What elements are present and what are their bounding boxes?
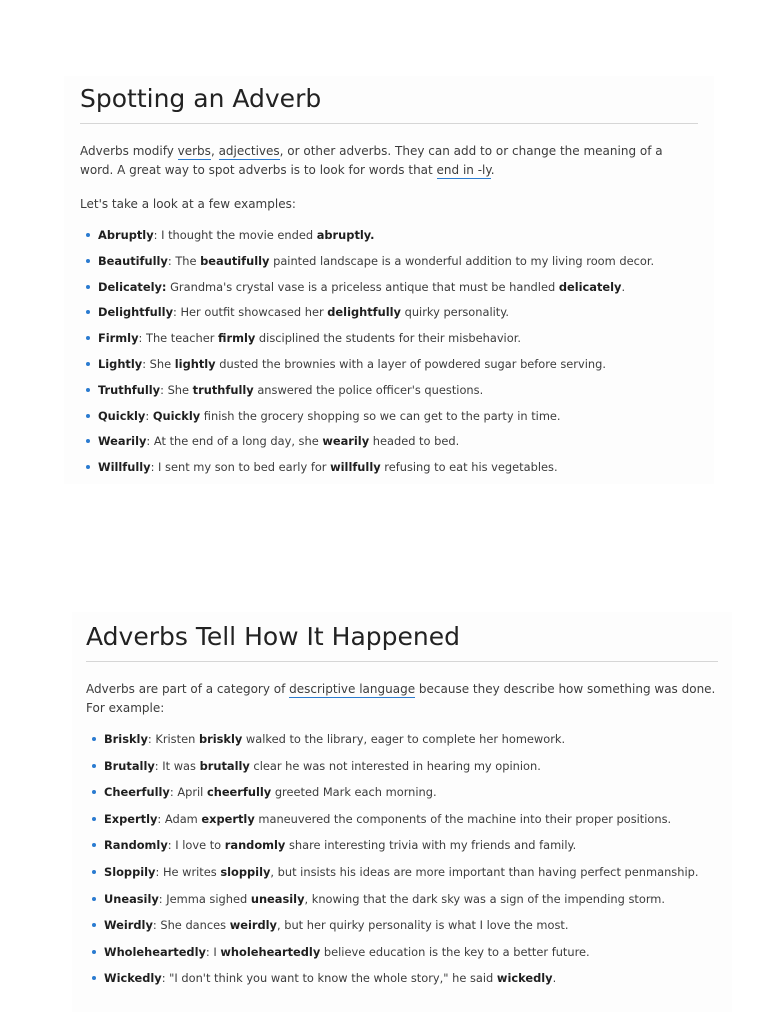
example-text: headed to bed. [369, 434, 460, 449]
intro-paragraph [80, 142, 698, 180]
example-text: . [621, 279, 626, 294]
example-text: It was [162, 758, 200, 773]
example-term: Weirdly [104, 918, 153, 933]
intro-text: because they describe how something was done. For example: [86, 682, 716, 715]
example-term: Briskly [104, 732, 148, 746]
example-item [80, 228, 698, 254]
example-adverb: brutally [199, 758, 250, 773]
example-term: Brutally [104, 758, 155, 773]
example-text: greeted Mark each morning. [271, 785, 437, 800]
example-text: , knowing that the dark sky was a sign of the impending storm. [304, 891, 666, 906]
example-text: "I don't think you want to know the whole story," he said [169, 971, 497, 986]
example-adverb: wearily [322, 434, 370, 449]
example-text: Kristen [155, 732, 199, 746]
example-adverb: Quickly [152, 408, 201, 423]
example-separator: : [157, 811, 165, 826]
bullet-icon [86, 388, 90, 392]
example-term: Wickedly [104, 971, 162, 986]
example-text: I [213, 944, 221, 959]
bullet-icon [92, 790, 96, 794]
example-adverb: delicately [558, 279, 622, 294]
example-text: She [149, 356, 175, 371]
example-separator: : [160, 382, 168, 397]
bullet-icon [86, 414, 90, 418]
bullet-icon [86, 336, 90, 340]
example-text: The [175, 253, 201, 268]
example-adverb: abruptly. [316, 228, 375, 242]
example-text: refusing to eat his vegetables. [380, 460, 558, 475]
example-separator: : [155, 864, 163, 879]
example-adverb: truthfully [192, 382, 254, 397]
example-separator: : [154, 758, 163, 773]
example-item [86, 759, 718, 786]
example-adverb: willfully [330, 460, 381, 475]
example-term: Delightfully [98, 305, 173, 320]
example-text: dusted the brownies with a layer of powdered sugar before serving. [215, 356, 606, 371]
example-term: Quickly [98, 408, 146, 423]
example-adverb: wholeheartedly [220, 944, 321, 959]
example-separator: : [153, 228, 162, 242]
example-separator: : [145, 408, 153, 423]
example-separator: : [161, 971, 170, 986]
example-item [80, 434, 698, 460]
intro-text: , [210, 144, 219, 158]
example-term: Wholeheartedly [104, 944, 206, 959]
example-text: I love to [175, 838, 225, 853]
examples-list [80, 228, 698, 486]
section-title: Adverbs Tell How It Happened [86, 622, 718, 662]
example-item [86, 838, 718, 865]
section-adverbs-tell-how [72, 612, 732, 1012]
example-term: Sloppily [104, 864, 156, 879]
example-adverb: cheerfully [206, 785, 272, 800]
example-item [86, 918, 718, 945]
example-separator: : [167, 253, 176, 268]
example-item [80, 357, 698, 383]
example-adverb: lightly [174, 356, 216, 371]
example-text: maneuvered the components of the machine into their proper positions. [254, 811, 672, 826]
example-item [80, 409, 698, 435]
verbs-link[interactable]: verbs [177, 144, 211, 158]
example-term: Beautifully [98, 253, 168, 268]
example-item [86, 971, 718, 998]
example-item [86, 892, 718, 919]
example-text: finish the grocery shopping so we can get to the party in time. [200, 408, 561, 423]
intro-text: , or other adverbs. They can add to or change the meaning of a word. A great way to spot adverbs is to look for words that [80, 144, 663, 177]
bullet-icon [92, 737, 96, 741]
bullet-icon [92, 817, 96, 821]
section-spotting-an-adverb [64, 76, 714, 484]
example-term: Wearily [98, 434, 147, 449]
example-text: share interesting trivia with my friends and family. [285, 838, 577, 853]
bullet-icon [92, 950, 96, 954]
example-item [86, 865, 718, 892]
example-separator: : [205, 944, 214, 959]
examples-list [86, 732, 718, 998]
bullet-icon [92, 843, 96, 847]
example-text: April [177, 785, 207, 800]
example-text: Jemma sighed [166, 891, 251, 906]
example-adverb: expertly [201, 811, 255, 826]
example-separator: : [173, 305, 181, 320]
example-term: Delicately: [98, 279, 167, 294]
example-item [86, 732, 718, 759]
example-text: I thought the movie ended [161, 228, 317, 242]
example-item [80, 383, 698, 409]
example-text: , but her quirky personality is what I love the most. [276, 918, 569, 933]
bullet-icon [92, 923, 96, 927]
example-text: Grandma's crystal vase is a priceless antique that must be handled [170, 279, 559, 294]
example-text: The teacher [145, 331, 219, 346]
example-text: Adam [164, 811, 202, 826]
example-separator: : [152, 918, 161, 933]
descriptive-language-link[interactable]: descriptive language [289, 682, 416, 696]
section-title: Spotting an Adverb [80, 84, 698, 124]
example-term: Expertly [104, 811, 158, 826]
example-item [80, 460, 698, 486]
example-item [86, 785, 718, 812]
example-term: Randomly [104, 838, 168, 853]
example-separator: : [150, 460, 159, 475]
example-separator: : [138, 331, 146, 346]
example-adverb: delightfully [327, 305, 401, 320]
example-item [86, 812, 718, 839]
bullet-icon [86, 362, 90, 366]
example-separator: : [142, 356, 150, 371]
example-separator: : [167, 838, 176, 853]
bullet-icon [86, 285, 90, 289]
example-term: Firmly [98, 331, 139, 346]
lead-paragraph: Let's take a look at a few examples: [80, 197, 296, 211]
example-separator: : [146, 434, 154, 449]
intro-text: . [490, 163, 495, 177]
example-item [86, 945, 718, 972]
example-term: Lightly [98, 356, 143, 371]
end-in-ly-link[interactable]: end in -ly [436, 163, 491, 177]
example-adverb: randomly [224, 838, 286, 853]
example-term: Abruptly [98, 228, 154, 242]
example-adverb: sloppily [220, 864, 271, 879]
example-separator: : [147, 732, 156, 746]
example-item [80, 305, 698, 331]
bullet-icon [92, 764, 96, 768]
intro-text: Adverbs modify [80, 144, 178, 158]
bullet-icon [86, 310, 90, 314]
example-term: Cheerfully [104, 785, 170, 800]
example-item [80, 254, 698, 280]
example-term: Uneasily [104, 891, 159, 906]
example-text: He writes [162, 864, 221, 879]
example-text: She dances [160, 918, 230, 933]
example-text: walked to the library, eager to complete her homework. [242, 732, 566, 746]
bullet-icon [86, 233, 90, 237]
example-term: Truthfully [98, 382, 161, 397]
example-text: quirky personality. [400, 305, 510, 320]
bullet-icon [86, 439, 90, 443]
example-text: Her outfit showcased her [180, 305, 328, 320]
example-text: believe education is the key to a better future. [320, 944, 590, 959]
example-text: . [552, 971, 557, 986]
example-separator: : [158, 891, 167, 906]
example-adverb: uneasily [250, 891, 305, 906]
example-text: , but insists his ideas are more important than having perfect penmanship. [270, 864, 699, 879]
bullet-icon [92, 870, 96, 874]
example-text: disciplined the students for their misbehavior. [255, 331, 521, 346]
example-text: She [167, 382, 193, 397]
example-text: I sent my son to bed early for [158, 460, 331, 475]
example-adverb: firmly [218, 331, 256, 346]
example-item [80, 280, 698, 306]
example-adverb: weirdly [229, 918, 277, 933]
example-item [80, 331, 698, 357]
bullet-icon [86, 465, 90, 469]
example-term: Willfully [98, 460, 151, 475]
intro-text: Adverbs are part of a category of [86, 682, 290, 696]
bullet-icon [92, 897, 96, 901]
example-adverb: briskly [198, 732, 243, 746]
bullet-icon [92, 976, 96, 980]
example-text: painted landscape is a wonderful addition to my living room decor. [269, 253, 655, 268]
bullet-icon [86, 259, 90, 263]
example-adverb: beautifully [200, 253, 270, 268]
example-text: At the end of a long day, she [153, 434, 323, 449]
example-adverb: wickedly [496, 971, 553, 986]
example-text: answered the police officer's questions. [253, 382, 484, 397]
adjectives-link[interactable]: adjectives [218, 144, 280, 158]
intro-paragraph [86, 680, 718, 718]
example-separator: : [169, 785, 178, 800]
example-text: clear he was not interested in hearing my opinion. [249, 758, 541, 773]
